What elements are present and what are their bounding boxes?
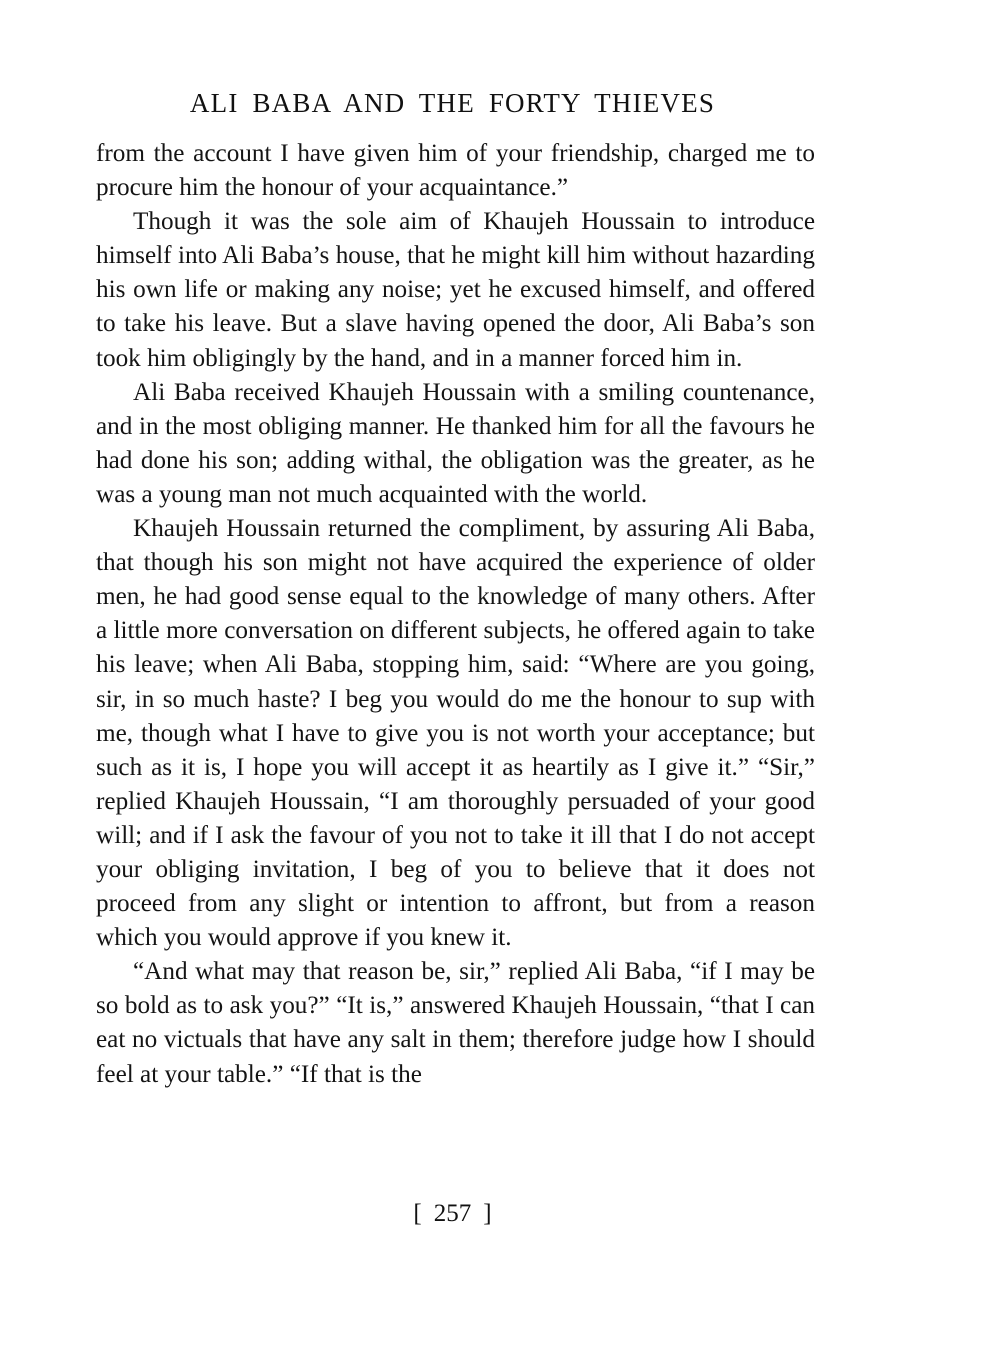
paragraph: Khaujeh Houssain returned the compliment, by assuring Ali Baba, that though his son might not have acquired the experience of older men, he had good sense equal to the knowledge of many others. After a little more conversation on different subjects, he offered again to take his leave; when Ali Baba, stopping him, said: “Where are you going, sir, in so much haste? I beg you would do me the honour to sup with me, though what I have to give you is not worth your acceptance; but such as it is, I hope you will accept it as heartily as I give it.” “Sir,” replied Khaujeh Houssain, “I am thoroughly persuaded of your good will; and if I ask the favour of you not to take it ill that I do not accept your obliging invitation, I beg of you to believe that it does not proceed from any slight or intention to affront, but from a reason which you would approve if you knew it. xyxy=(96,515,815,952)
paragraph-continued: from the account I have given him of your friendship, charged me to procure him the honour of your acquaintance.” xyxy=(96,140,815,202)
body-text xyxy=(96,137,815,1092)
folio-bracket-open: [ xyxy=(413,1200,422,1227)
page-number-folio xyxy=(0,1198,905,1230)
paragraph: “And what may that reason be, sir,” replied Ali Baba, “if I may be so bold as to ask you?” “It is,” answered Khaujeh Houssain, “that I can eat no victuals that have any salt in them; therefore judge how I should feel at your table.” “If that is the xyxy=(96,958,815,1088)
folio-bracket-close: ] xyxy=(483,1200,492,1227)
running-head-title: ALI BABA AND THE FORTY THIEVES xyxy=(189,88,716,118)
paragraph: Ali Baba received Khaujeh Houssain with a smiling countenance, and in the most obliging manner. He thanked him for all the favours he had done his son; adding withal, the obligation was the greater, as he was a young man not much acquainted with the world. xyxy=(96,378,815,508)
page-number: 257 xyxy=(433,1200,472,1227)
paragraph: Though it was the sole aim of Khaujeh Houssain to introduce himself into Ali Baba’s house, that he might kill him without hazarding his own life or making any noise; yet he excused himself, and offered to take his leave. But a slave having opened the door, Ali Baba’s son took him obligingly by the hand, and in a manner forced him in. xyxy=(96,208,815,372)
